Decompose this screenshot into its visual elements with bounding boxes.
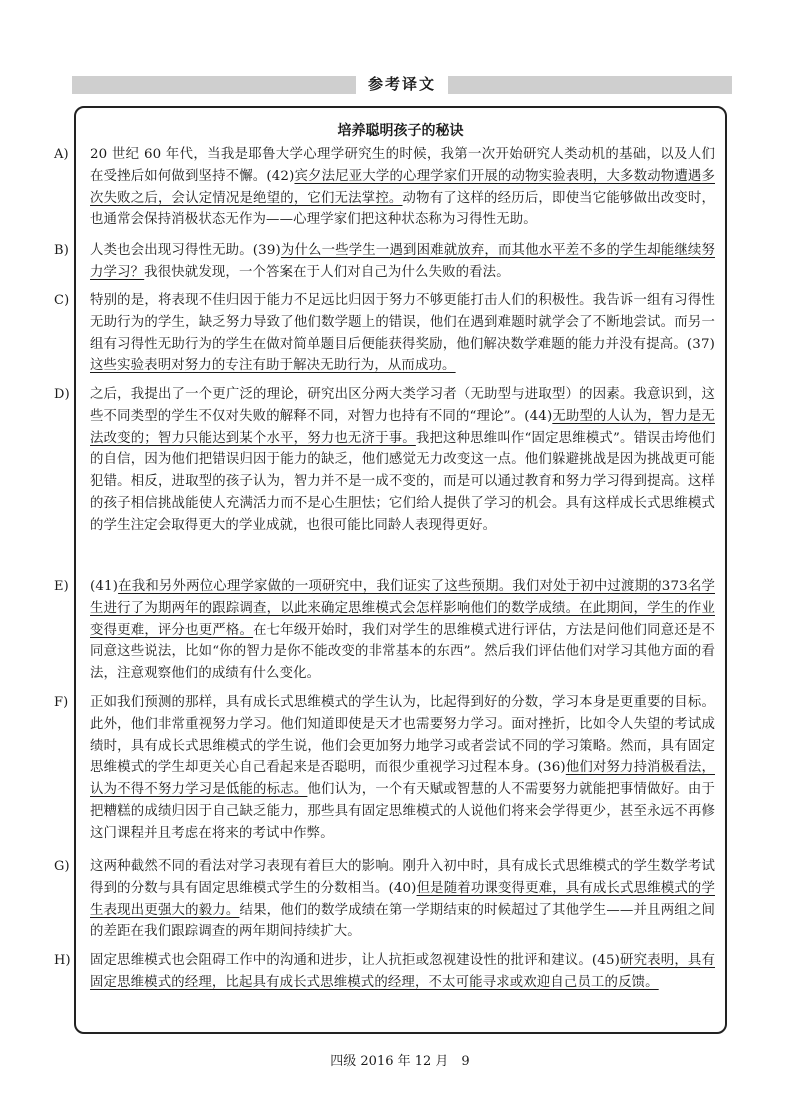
paragraph-text: 人类也会出现习得性无助。(39): [90, 243, 281, 258]
paragraph-c: [54, 290, 715, 377]
paragraph-e: [54, 576, 715, 685]
paragraph-label: E): [54, 579, 69, 594]
underlined-answer-text: 但是随着功课变得更难，具有成长式思维模式的学生表现出更强大的毅力。: [90, 880, 715, 918]
paragraph-text: 在七年级开始时，我们对学生的思维模式进行评估，方法是问他们同意还是不同意这些说法，比如“你的智力是你不能改变的非常基本的东西”。然后我们评估他们对学习其他方面的看法，注意观察他们的成绩有什么变化。: [90, 622, 715, 682]
paragraph-text: 固定思维模式也会阻碍工作中的沟通和进步，让人抗拒或忽视建设性的批评和建议。(45): [90, 953, 621, 968]
paragraph-text: 这两种截然不同的看法对学习表现有着巨大的影响。刚升入初中时，具有成长式思维模式的学生数学考试得到的分数与具有固定思维模式学生的分数相当。(40): [90, 859, 715, 896]
paragraph-a: [54, 144, 716, 231]
underlined-answer-text: 为什么一些学生一遇到困难就放弃，而其他水平差不多的学生却能继续努力学习？: [90, 243, 715, 280]
paragraph-label: A): [54, 147, 69, 162]
paragraph-text: 特别的是，将表现不佳归因于能力不足远比归因于努力不够更能打击人们的积极性。我告诉一组有习得性无助行为的学生，缺乏努力导致了他们数学题上的错误，他们在遇到难题时就学会了不断地尝试。而另一组有习得性无助行为的学生在做对简单题目后便能获得奖励，他们解决数学难题的能力并没有提高。(37): [90, 293, 715, 352]
header-bar: [72, 76, 732, 94]
paragraph-g: [54, 856, 715, 943]
underlined-answer-text: 在我和另外两位心理学家做的一项研究中，我们证实了这些预期。我们对处于初中过渡期的373名学生进行了为期两年的跟踪调查，以此来确定思维模式会怎样影响他们的数学成绩。在此期间，学生的作业变得更难，评分也更严格。: [90, 579, 715, 638]
underlined-answer-text: 他们对努力持消极看法，认为不得不努力学习是低能的标志。: [90, 760, 715, 798]
underlined-answer-text: 无助型的人认为，智力是无法改变的；智力只能达到某个水平，努力也无济于事。: [90, 408, 715, 446]
paragraph-b: [54, 240, 715, 284]
underlined-answer-text: 这些实验表明对努力的专注有助于解决无助行为，从而成功。: [90, 358, 456, 374]
paragraph-text: 我很快就发现，一个答案在于人们对自己为什么失败的看法。: [144, 264, 510, 280]
paragraph-label: H): [54, 953, 71, 968]
section-title: 参考译文: [356, 74, 448, 94]
paragraph-text: 之后，我提出了一个更广泛的理论，研究出区分两大类学习者（无助型与进取型）的因素。我意识到，这些不同类型的学生不仅对失败的解释不同，对智力也持有不同的“理论”。(44): [90, 387, 715, 424]
paragraph-text: (41): [90, 579, 119, 594]
underlined-answer-text: 宾夕法尼亚大学的心理学家们开展的动物实验表明，大多数动物遭遇多次失败之后，会认定情况是绝望的，它们无法掌控。: [90, 168, 715, 206]
paragraph-label: B): [54, 243, 69, 258]
page-footer: 四级 2016 年 12 月 9: [330, 1054, 470, 1069]
paragraph-h: [54, 950, 715, 994]
paragraph-text: 动物有了这样的经历后，即使当它能够做出改变时，也通常会保持消极状态无作为——心理学家们把这种状态称为习得性无助。: [90, 190, 716, 228]
article-title: 培养聪明孩子的秘诀: [337, 123, 464, 139]
paragraph-label: F): [54, 695, 69, 710]
paragraph-label: D): [54, 387, 70, 402]
paragraph-text: 正如我们预测的那样，具有成长式思维模式的学生认为，比起得到好的分数，学习本身是更重要的目标。此外，他们非常重视努力学习。他们知道即使是天才也需要努力学习。面对挫折，比如令人失望的考试成绩时，具有成长式思维模式的学生说，他们会更加努力地学习或者尝试不同的学习策略。然而，具有固定思维模式的学生却更关心自己看起来是否聪明，而很少重视学习过程本身。(36): [90, 695, 715, 776]
underlined-answer-text: 研究表明，具有固定思维模式的经理，比起具有成长式思维模式的经理，不太可能寻求或欢迎自己员工的反馈。: [90, 953, 715, 990]
paragraph-text: 结果，他们的数学成绩在第一学期结束的时候超过了其他学生——并且两组之间的差距在我们跟踪调查的两年期间持续扩大。: [90, 902, 715, 940]
paragraph-text: 我把这种思维叫作“固定思维模式”。错误击垮他们的自信，因为他们把错误归因于能力的缺乏，他们感觉无力改变这一点。他们躲避挑战是因为挑战更可能犯错。相反，进取型的孩子认为，智力并不是一成不变的，而是可以通过教育和努力学习得到提高。这样的孩子相信挑战能使人充满活力而不是心生胆怯；它们给人提供了学习的机会。具有这样成长式思维模式的学生注定会取得更大的学业成就，也很可能比同龄人表现得更好。: [90, 430, 716, 533]
paragraph-text: 他们认为，一个有天赋或智慧的人不需要努力就能把事情做好。由于把糟糕的成绩归因于自己缺乏能力，那些具有固定思维模式的人说他们将来会学得更少，甚至永远不再修这门课程并且考虑在将来的考试中作弊。: [90, 782, 715, 841]
paragraph-d: [54, 384, 716, 537]
paragraph-label: C): [54, 293, 70, 308]
paragraph-f: [54, 692, 715, 845]
paragraph-label: G): [54, 859, 70, 874]
paragraph-text: 20 世纪 60 年代，当我是耶鲁大学心理学研究生的时候，我第一次开始研究人类动机的基础，以及人们在受挫后如何做到坚持不懈。(42): [90, 147, 715, 184]
